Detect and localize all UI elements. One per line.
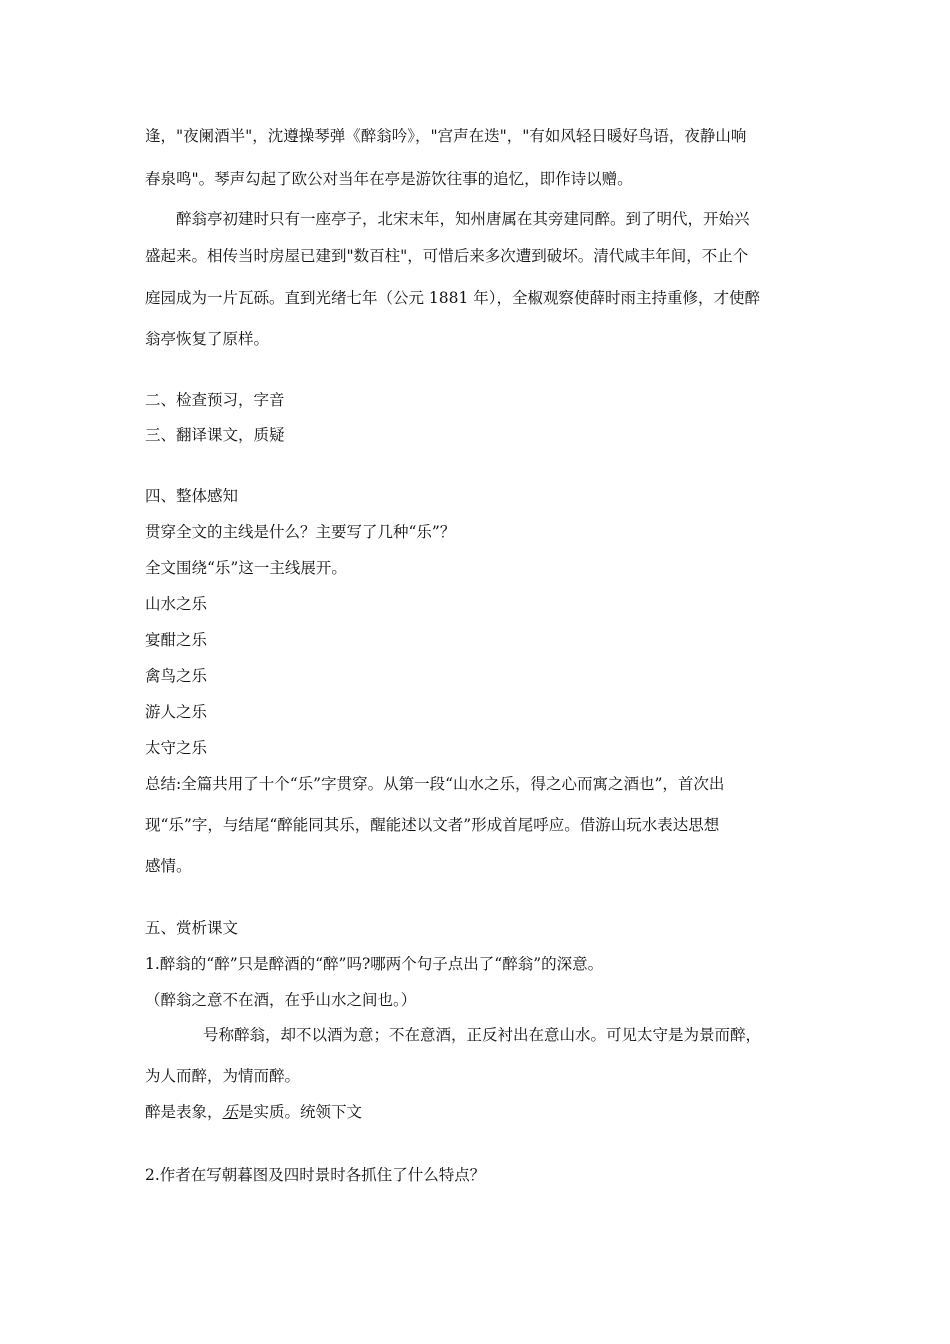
section-2-heading: 二、检查预习，字音	[145, 391, 285, 409]
section-4-answer: 全文围绕“乐”这一主线展开。	[145, 559, 347, 577]
history-line-2: 盛起来。相传当时房屋已建到"数百柱"，可惜后来多次遭到破坏。清代咸丰年间，不止个	[145, 247, 749, 265]
summary-line-3: 感情。	[145, 857, 192, 875]
joy-item: 游人之乐	[145, 703, 208, 721]
summary-line-1: 总结:全篇共用了十个“乐”字贯穿。从第一段“山水之乐，得之心而寓之酒也”，首次出	[145, 775, 725, 793]
history-line-1: 醉翁亭初建时只有一座亭子，北宋末年，知州唐属在其旁建同醉。到了明代，开始兴	[176, 210, 750, 228]
history-line-3: 庭园成为一片瓦砾。直到光绪七年（公元 1881 年），全椒观察使薛时雨主持重修，才使醉	[145, 289, 761, 307]
section-3-heading: 三、翻译课文，质疑	[145, 426, 285, 444]
intro-line-2: 春泉鸣"。琴声勾起了欧公对当年在亭是游饮往事的追忆，即作诗以赠。	[145, 170, 633, 188]
joy-item: 宴酣之乐	[145, 631, 208, 649]
summary-line-2: 现“乐”字，与结尾“醉能同其乐，醒能述以文者”形成首尾呼应。借游山玩水表达思想	[145, 816, 720, 834]
joy-item: 山水之乐	[145, 595, 208, 613]
answer-text: 醉是表象，	[145, 1103, 223, 1121]
intro-line-1: 逢，"夜阑酒半"，沈遵操琴弹《醉翁吟》，"宫声在迭"，"有如风轻日暖好鸟语，夜静山响	[145, 127, 747, 145]
history-line-4: 翁亭恢复了原样。	[145, 330, 270, 348]
answer-text: 是实质。统领下文	[238, 1103, 363, 1121]
question-2: 2.作者在写朝暮图及四时景时各抓住了什么特点？	[145, 1166, 486, 1184]
underlined-word: 乐	[222, 1103, 239, 1121]
joy-item: 禽鸟之乐	[145, 667, 208, 685]
question-1-answer-line-2: 为人而醉，为情而醉。	[145, 1067, 301, 1085]
section-5-heading: 五、赏析课文	[145, 919, 239, 937]
joy-item: 太守之乐	[145, 739, 208, 757]
section-4-question: 贯穿全文的主线是什么？主要写了几种“乐”？	[145, 523, 456, 541]
question-1-answer-line-1: 号称醉翁，却不以酒为意；不在意酒，正反衬出在意山水。可见太守是为景而醉，	[203, 1026, 762, 1044]
question-1-quote: （醉翁之意不在酒，在乎山水之间也。）	[145, 991, 417, 1009]
question-1-answer-line-3	[145, 1102, 362, 1122]
question-1: 1.醉翁的“醉”只是醉酒的“醉”吗?哪两个句子点出了“醉翁”的深意。	[145, 955, 604, 973]
section-4-heading: 四、整体感知	[145, 487, 239, 505]
